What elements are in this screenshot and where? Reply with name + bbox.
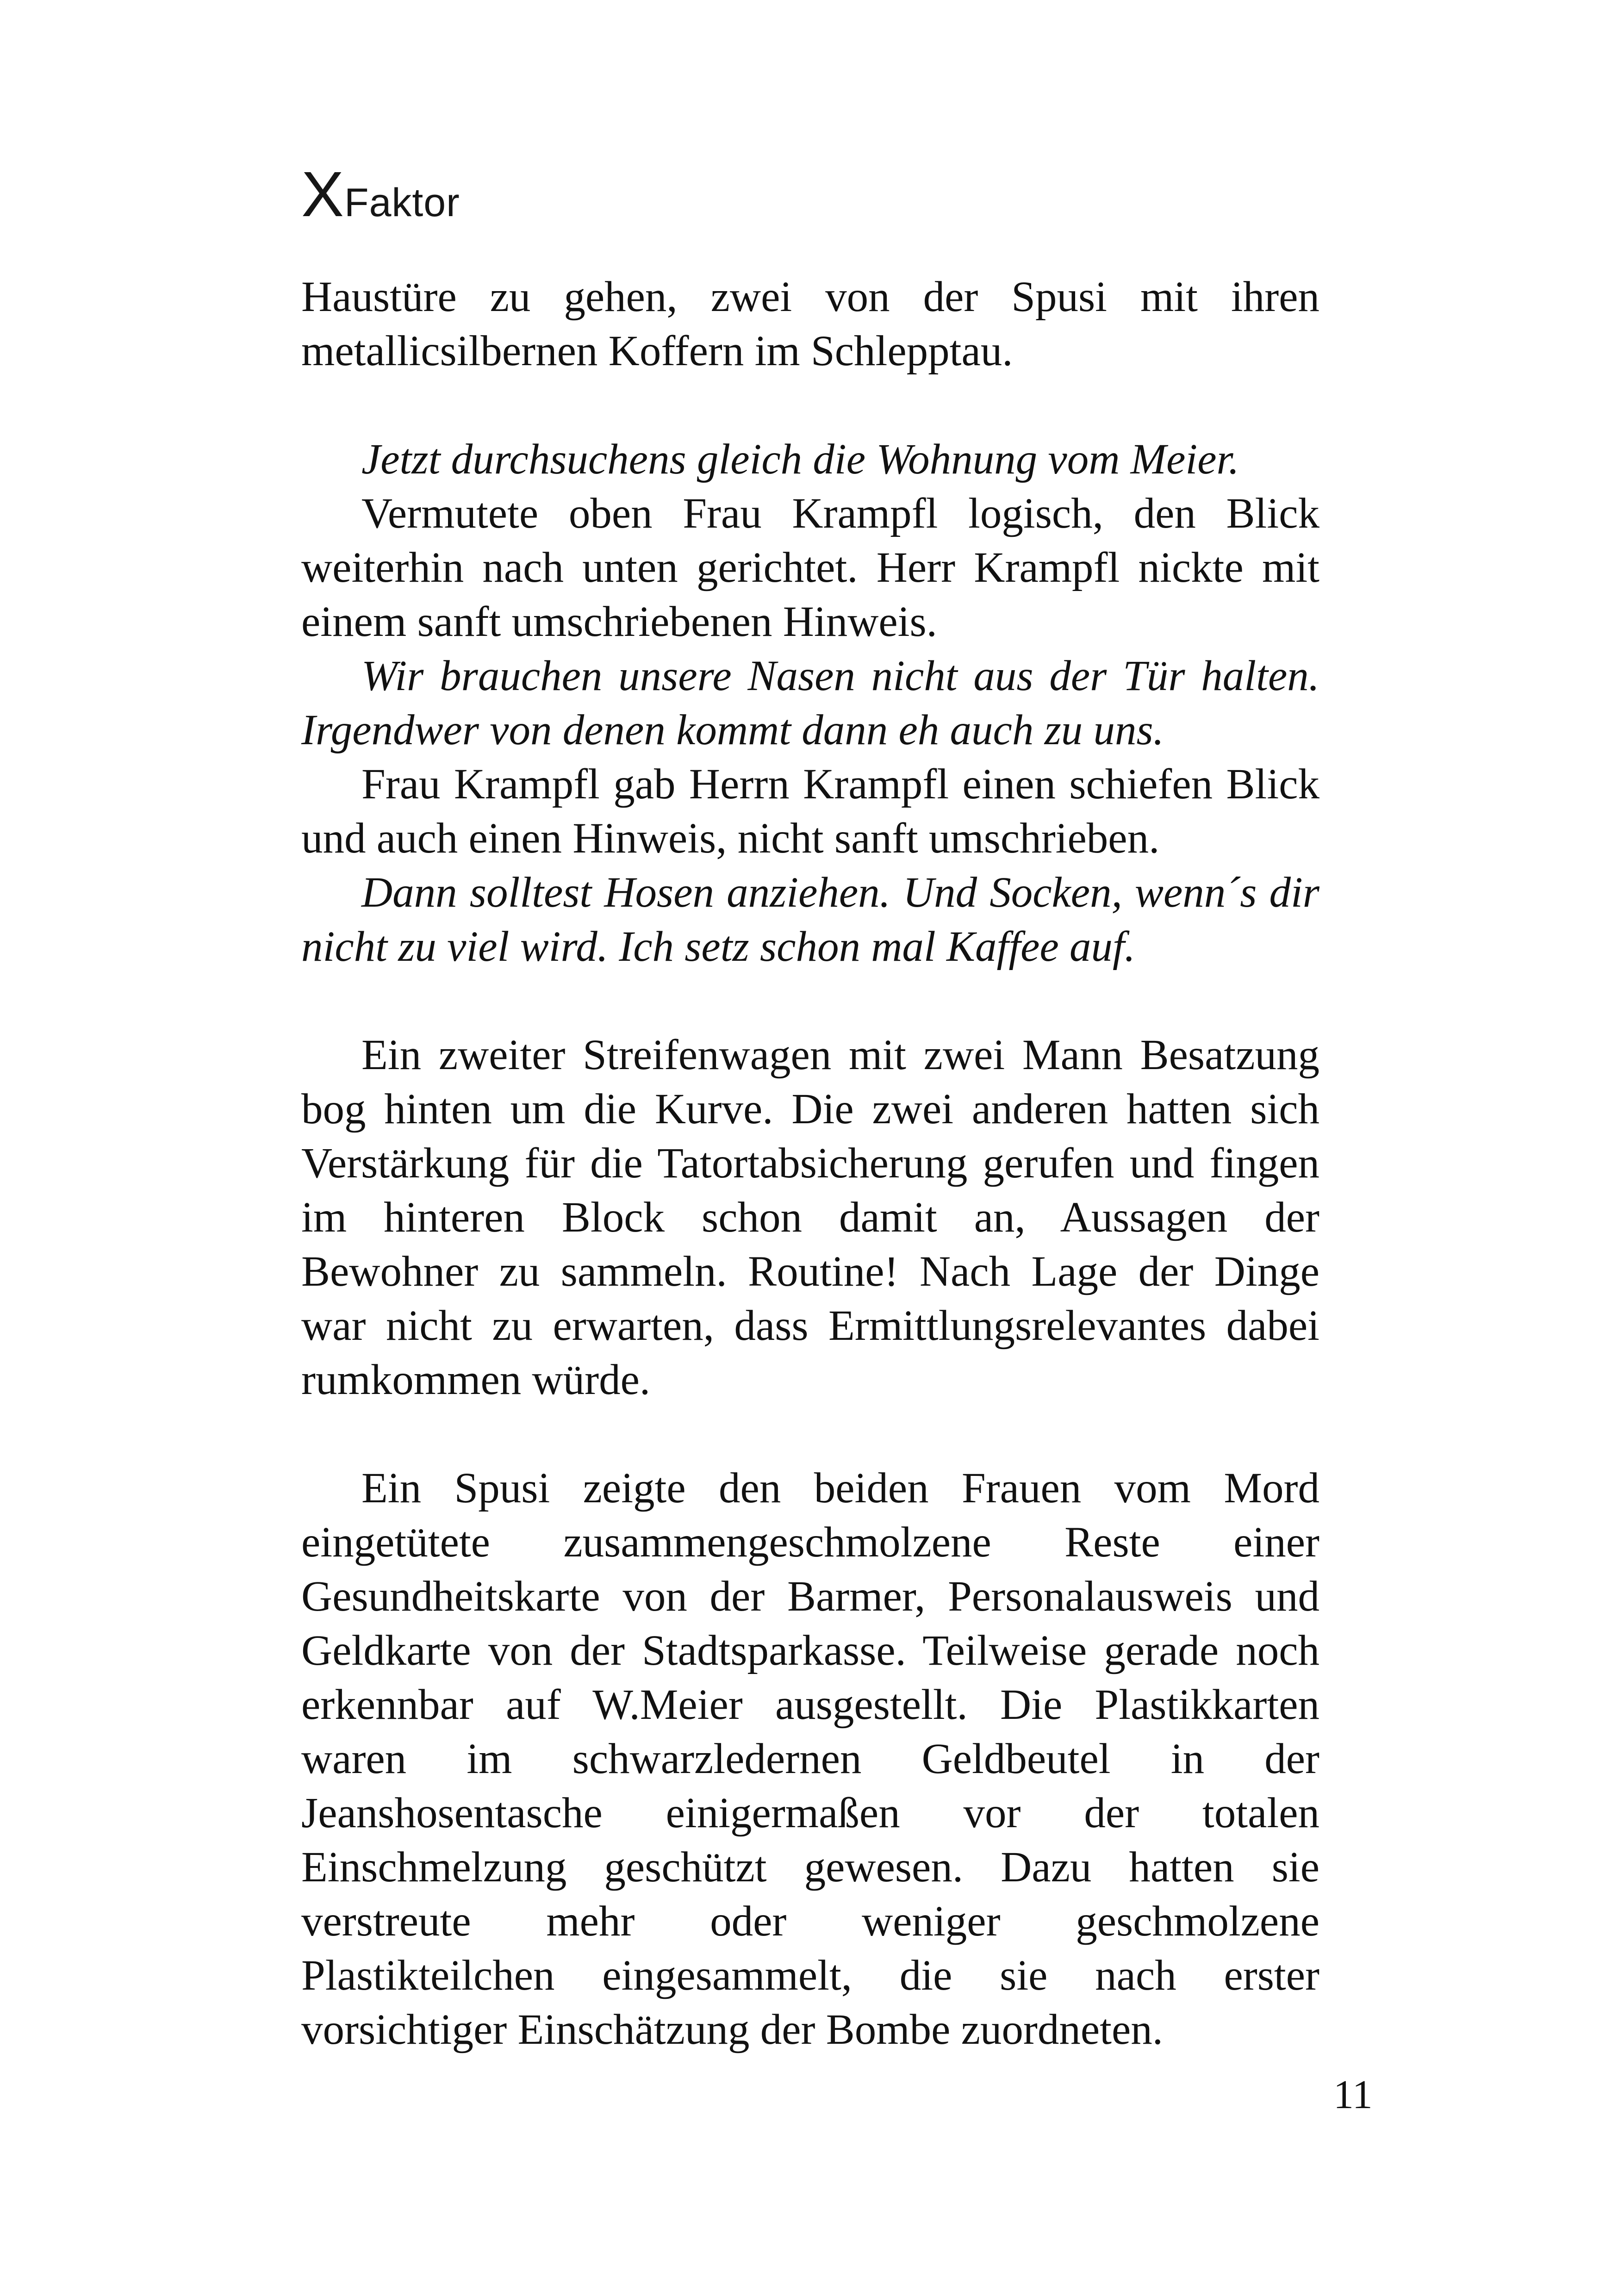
body-paragraph: Frau Krampfl gab Herrn Krampfl einen schiefen Blick und auch einen Hinweis, nicht sanft umschrieben. bbox=[301, 760, 1319, 862]
body-paragraph: Ein zweiter Streifenwagen mit zwei Mann Besatzung bog hinten um die Kurve. Die zwei anderen hatten sich Verstärkung für die Tatortabsicherung gerufen und fingen im hinteren Block schon damit an, Aussagen der Bewohner zu sammeln. Routine! Nach Lage der Dinge war nicht zu erwarten, dass Ermittlungsrelevantes dabei rumkommen würde. bbox=[301, 1031, 1319, 1404]
body-paragraph-thought: Wir brauchen unsere Nasen nicht aus der Tür halten. Irgendwer von denen kommt dann eh auch zu uns. bbox=[301, 652, 1319, 754]
body-paragraph-thought: Jetzt durchsuchens gleich die Wohnung vom Meier. bbox=[361, 436, 1239, 483]
body-paragraph: Ein Spusi zeigte den beiden Frauen vom Mord eingetütete zusammengeschmolzene Reste einer Gesundheitskarte von der Barmer, Personalausweis und Geldkarte von der Stadtsparkasse. Teilweise gerade noch erkennbar auf W.Meier ausgestellt. Die Plastikkarten waren im schwarzledernen Geldbeutel in der Jeanshosentasche einigermaßen vor der totalen Einschmelzung geschützt gewesen. Dazu hatten sie verstreute mehr oder weniger geschmolzene Plastikteilchen eingesammelt, die sie nach erster vorsichtiger Einschätzung der Bombe zuordneten. bbox=[301, 1464, 1319, 2053]
body-paragraph-thought: Dann solltest Hosen anziehen. Und Socken, wenn´s dir nicht zu viel wird. Ich setz schon mal Kaffee auf. bbox=[301, 869, 1319, 971]
body-paragraph: Haustüre zu gehen, zwei von der Spusi mit ihren metallicsilbernen Koffern im Schlepptau. bbox=[301, 273, 1319, 375]
book-page: XFaktor Haustüre zu gehen, zwei von der Spusi mit ihren metallicsilbernen Koffern im Schlepptau. Jetzt durchsuchens gleich die Wohnung vom Meier. Vermutete oben Frau Krampfl logisch, den Blick weiterhin nach unten gerichtet. Herr Krampfl nickte mit einem sanft umschriebenen Hinweis. Wir brauchen unsere Nasen nicht aus der Tür halten. Irgendwer von denen kommt dann eh auch zu uns. Frau Krampfl gab Herrn Krampfl einen schiefen Blick und auch einen Hinweis, nicht sanft umschrieben. Dann solltest Hosen anziehen. Und Socken, wenn´s dir nicht zu viel wird. Ich setz schon mal Kaffee auf. Ein zweiter Streifenwagen mit zwei Mann Besatzung bog hinten um die Kurve. Die zwei anderen hatten sich Verstärkung für die Tatortabsicherung gerufen und fingen im hinteren Block schon damit an, Aussagen der Bewohner zu sammeln. Routine! Nach Lage der Dinge war nicht zu erwarten, dass Ermittlungsrelevantes dabei rumkommen würde. Ein Spusi zeigte den beiden Frauen vom Mord eingetütete zusammengeschmolzene Reste einer Gesundheitskarte von der Barmer, Personalausweis und Geldkarte von der Stadtsparkasse. Teilweise gerade noch erkennbar auf W.Meier ausgestellt. Die Plastikkarten waren im schwarzledernen Geldbeutel in der Jeanshosentasche einigermaßen vor der totalen Einschmelzung geschützt gewesen. Dazu hatten sie verstreute mehr oder weniger geschmolzene Plastikteilchen eingesammelt, die sie nach erster vorsichtiger Einschätzung der Bombe zuordneten. 11 bbox=[0, 0, 1618, 2296]
book-title-text: Faktor bbox=[344, 180, 460, 225]
book-title-x-glyph: X bbox=[301, 159, 345, 230]
body-paragraph: Vermutete oben Frau Krampfl logisch, den Blick weiterhin nach unten gerichtet. Herr Krampfl nickte mit einem sanft umschriebenen Hinweis. bbox=[301, 490, 1319, 646]
running-header bbox=[301, 159, 1319, 230]
body-text bbox=[301, 270, 1319, 2057]
